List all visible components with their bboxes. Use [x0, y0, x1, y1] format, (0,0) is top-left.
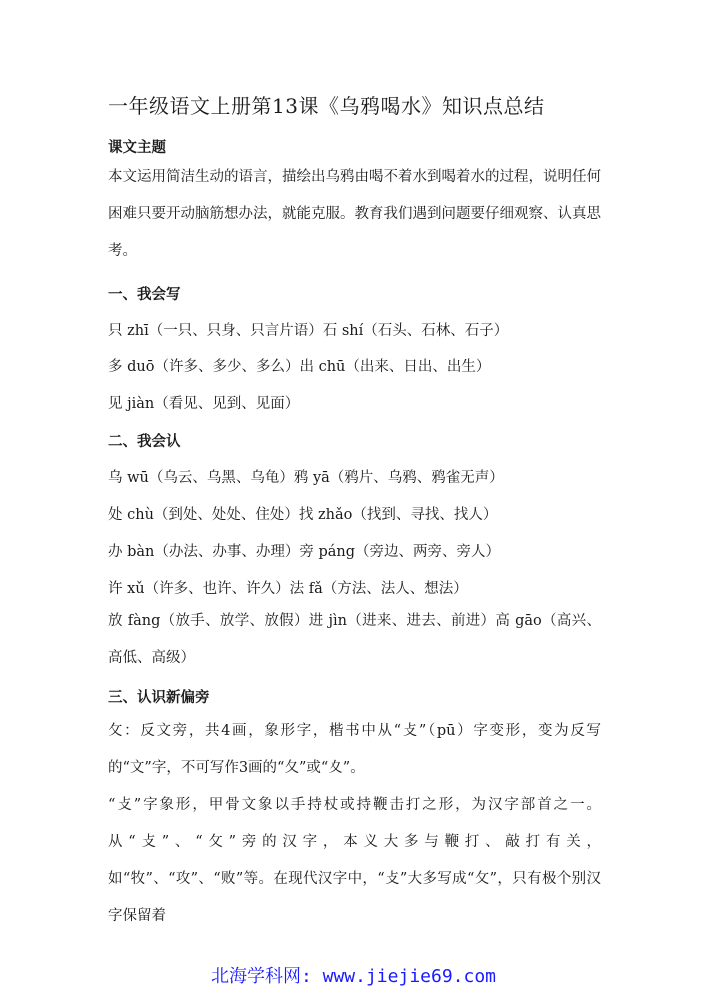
recognize-line: 处 chù（到处、处处、住处）找 zhǎo（找到、寻找、找人）	[108, 507, 498, 523]
section-heading-theme: 课文主题	[108, 140, 166, 156]
write-line: 多 duō（许多、多少、多么）出 chū（出来、日出、出生）	[108, 359, 491, 375]
section-heading-radical: 三、认识新偏旁	[108, 690, 210, 706]
write-line: 见 jiàn（看见、见到、见面）	[108, 396, 300, 412]
radical-paragraph-1: 攵：反文旁，共4画，象形字，楷书中从“攴”（pū）字变形，变为反写的“文”字，不可写作3画的“夂”或“夊”。	[108, 723, 601, 776]
section-heading-recognize: 二、我会认	[108, 434, 181, 450]
recognize-line-wrapped: 放 fàng（放手、放学、放假）进 jìn（进来、进去、前进）高 gāo（高兴、高低、高级）	[108, 613, 601, 666]
theme-paragraph: 本文运用简洁生动的语言，描绘出乌鸦由喝不着水到喝着水的过程，说明任何困难只要开动脑筋想办法，就能克服。教育我们遇到问题要仔细观察、认真思考。	[108, 169, 601, 259]
recognize-line: 乌 wū（乌云、乌黑、乌龟）鸦 yā（鸦片、乌鸦、鸦雀无声）	[108, 470, 504, 486]
recognize-line: 许 xǔ（许多、也许、许久）法 fǎ（方法、法人、想法）	[108, 581, 468, 597]
section-heading-write: 一、我会写	[108, 287, 181, 303]
document-title: 一年级语文上册第13课《乌鸦喝水》知识点总结	[108, 94, 545, 118]
recognize-line: 办 bàn（办法、办事、办理）旁 páng（旁边、两旁、旁人）	[108, 544, 501, 560]
write-line: 只 zhī（一只、只身、只言片语）石 shí（石头、石林、石子）	[108, 323, 509, 339]
radical-paragraph-2: “攴”字象形，甲骨文象以手持杖或持鞭击打之形，为汉字部首之一。从“攴”、“攵”旁的汉字，本义大多与鞭打、敲打有关，如“牧”、“攻”、“败”等。在现代汉字中，“攴”大多写成“攵”，只有极个别汉字保留着	[108, 797, 601, 924]
footer-watermark-link[interactable]: 北海学科网: www.jiejie69.com	[210, 966, 497, 987]
